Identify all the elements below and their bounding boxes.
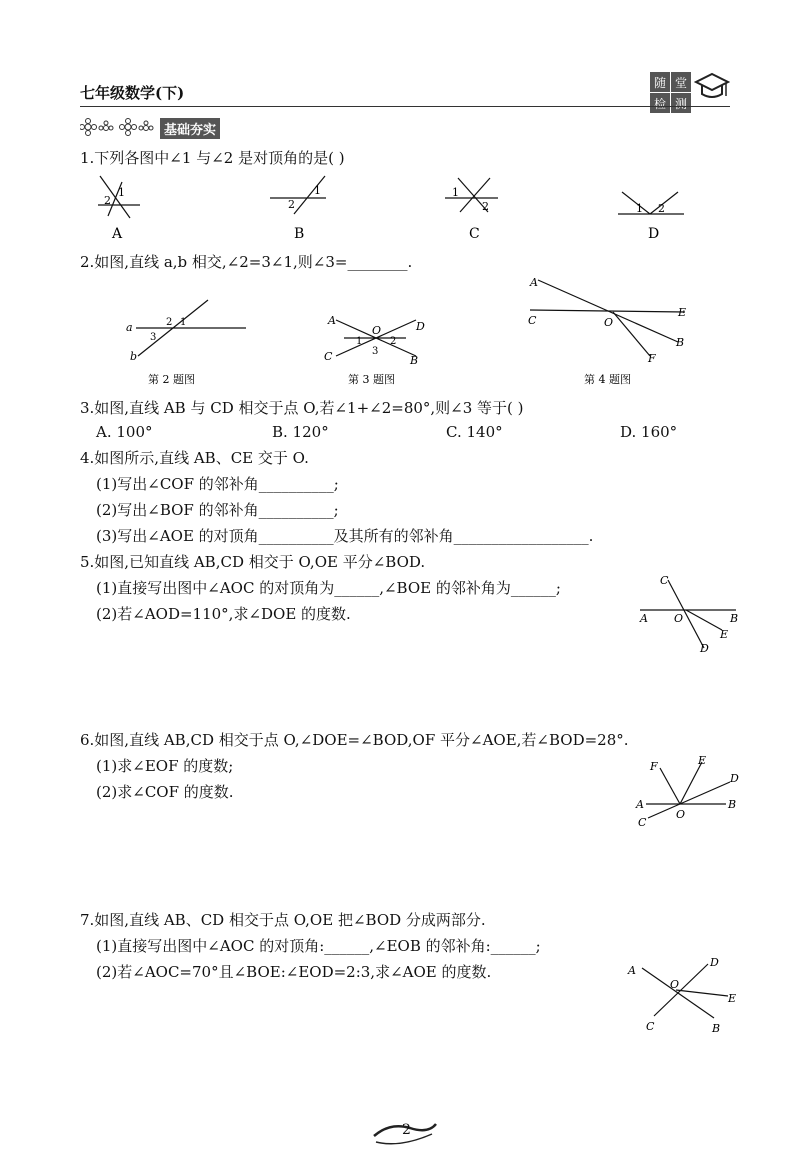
angle-label: 1	[356, 336, 363, 347]
question-6-part-2: (2)求∠COF 的度数.	[96, 783, 234, 801]
figure-caption: 第 3 题图	[348, 373, 395, 386]
point-label: A	[530, 276, 538, 289]
angle-label: 2	[166, 317, 173, 328]
point-label: O	[670, 978, 680, 991]
angle-label: 2	[104, 194, 111, 207]
point-label: C	[646, 1020, 655, 1033]
question-5-text: 5.如图,已知直线 AB,CD 相交于 O,OE 平分∠BOD.	[80, 553, 426, 571]
point-label: C	[324, 350, 333, 363]
question-7-part-2: (2)若∠AOC=70°且∠BOE:∠EOD=2:3,求∠AOE 的度数.	[96, 963, 492, 981]
question-3-text: 3.如图,直线 AB 与 CD 相交于点 O,若∠1+∠2=80°,则∠3 等于( )	[80, 399, 524, 417]
question-4-part-1: (1)写出∠COF 的邻补角__________;	[96, 475, 339, 493]
angle-label: 1	[118, 186, 125, 199]
option-b: B. 120°	[272, 423, 329, 441]
question-4-part-2: (2)写出∠BOF 的邻补角__________;	[96, 501, 339, 519]
question-7-part-1: (1)直接写出图中∠AOC 的对顶角:______,∠EOB 的邻补角:______;	[96, 937, 541, 955]
figure-caption: 第 4 题图	[584, 373, 631, 386]
angle-label: 2	[288, 198, 295, 211]
point-label: D	[710, 956, 719, 969]
point-label: E	[728, 992, 737, 1005]
point-label: A	[628, 964, 636, 977]
figures-2-3-4	[110, 272, 720, 392]
point-label: O	[372, 324, 382, 337]
angle-label: 1	[180, 317, 187, 328]
point-label: E	[698, 756, 707, 767]
option-label: A	[112, 226, 123, 242]
point-label: A	[640, 612, 648, 625]
angle-label: 1	[636, 202, 643, 215]
point-label: B	[728, 798, 737, 811]
angle-label: 3	[150, 332, 157, 343]
question-2-text: 2.如图,直线 a,b 相交,∠2=3∠1,则∠3=________.	[80, 253, 413, 271]
question-6-text: 6.如图,直线 AB,CD 相交于点 O,∠DOE=∠BOD,OF 平分∠AOE,若∠BOD=28°.	[80, 731, 629, 749]
page-header-title: 七年级数学(下)	[80, 84, 185, 102]
point-label: F	[650, 760, 658, 773]
angle-label: 1	[314, 184, 321, 197]
point-label: B	[730, 612, 739, 625]
option-label: D	[648, 226, 660, 242]
angle-label: 2	[482, 200, 489, 213]
point-label: C	[660, 574, 669, 587]
option-label: C	[469, 226, 480, 242]
point-label: C	[528, 314, 537, 327]
question-5-part-2: (2)若∠AOD=110°,求∠DOE 的度数.	[96, 605, 351, 623]
line-label-a: a	[126, 321, 133, 334]
option-d: D. 160°	[620, 423, 678, 441]
question-4-text: 4.如图所示,直线 AB、CE 交于 O.	[80, 449, 309, 467]
question-5-part-1: (1)直接写出图中∠AOC 的对顶角为______,∠BOE 的邻补角为______;	[96, 579, 561, 597]
point-label: B	[712, 1022, 721, 1035]
question-5-figure	[636, 572, 746, 654]
option-c: C. 140°	[446, 423, 503, 441]
graduation-cap-icon	[694, 70, 730, 106]
page-number: 2	[402, 1122, 411, 1138]
point-label: D	[730, 772, 739, 785]
option-a: A. 100°	[96, 423, 153, 441]
line-label-b: b	[130, 350, 138, 363]
question-7-text: 7.如图,直线 AB、CD 相交于点 O,OE 把∠BOD 分成两部分.	[80, 911, 486, 929]
section-title: 基础夯实	[160, 118, 220, 139]
question-6-figure	[634, 756, 744, 832]
point-label: F	[648, 352, 656, 365]
point-label: O	[674, 612, 684, 625]
point-label: O	[676, 808, 686, 821]
option-label: B	[294, 226, 305, 242]
question-1-figures	[80, 172, 720, 244]
question-1-text: 1.下列各图中∠1 与∠2 是对顶角的是( )	[80, 149, 345, 167]
point-label: O	[604, 316, 614, 329]
angle-label: 1	[452, 186, 459, 199]
point-label: C	[638, 816, 647, 829]
badge-char: 堂	[671, 72, 691, 92]
figure-caption: 第 2 题图	[148, 373, 195, 386]
question-6-part-1: (1)求∠EOF 的度数;	[96, 757, 234, 775]
header-divider	[80, 106, 730, 107]
badge-char: 检	[650, 93, 670, 113]
point-label: B	[676, 336, 685, 349]
point-label: E	[720, 628, 729, 641]
point-label: D	[700, 642, 709, 654]
point-label: A	[636, 798, 644, 811]
angle-label: 3	[372, 346, 379, 357]
point-label: A	[328, 314, 336, 327]
point-label: E	[678, 306, 687, 319]
angle-label: 2	[658, 202, 665, 215]
badge-char: 随	[650, 72, 670, 92]
point-label: B	[410, 354, 419, 367]
flower-decoration-icon	[80, 118, 160, 136]
point-label: D	[416, 320, 425, 333]
angle-label: 2	[390, 336, 397, 347]
badge-char: 测	[671, 93, 691, 113]
question-7-figure	[624, 956, 754, 1036]
question-4-part-3: (3)写出∠AOE 的对顶角__________及其所有的邻补角__________________.	[96, 527, 594, 545]
